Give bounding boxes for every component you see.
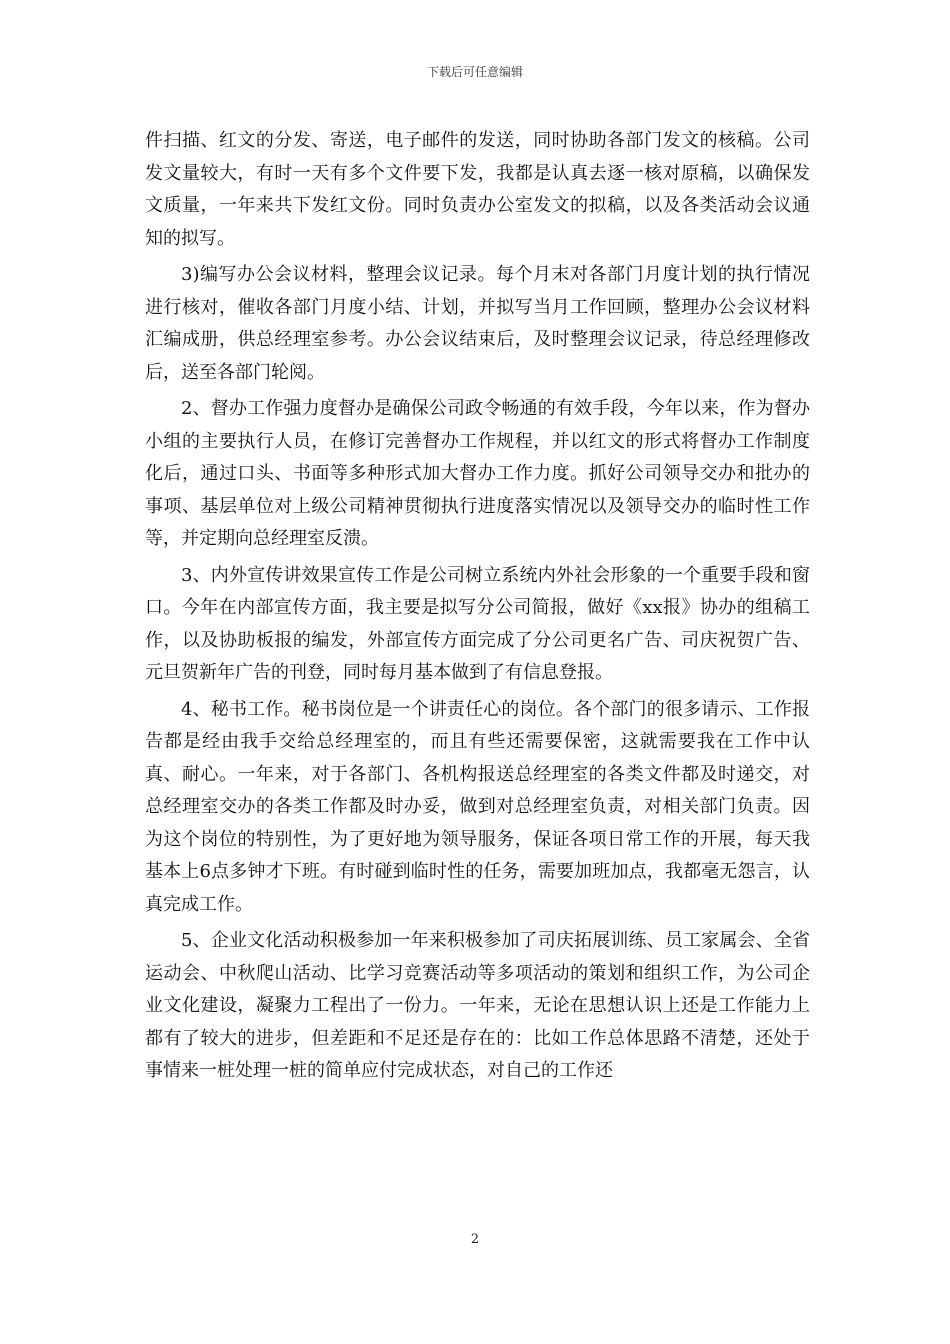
paragraph-meeting-materials: 3)编写办公会议材料，整理会议记录。每个月末对各部门月度计划的执行情况进行核对，催收各部门月度小结、计划，并拟写当月工作回顾，整理办公会议材料汇编成册，供总经理室参考。办公会议结束后，及时整理会议记录，待总经理修改后，送至各部门轮阅。 [145, 264, 810, 383]
document-body [145, 125, 810, 1092]
paragraph-publicity: 3、内外宣传讲效果宣传工作是公司树立系统内外社会形象的一个重要手段和窗口。今年在内部宣传方面，我主要是拟写分公司简报，做好《xx报》协办的组稿工作，以及协助板报的编发，外部宣传方面完成了分公司更名广告、司庆祝贺广告、元旦贺新年广告的刊登，同时每月基本做到了有信息登报。 [145, 564, 810, 683]
page-number: 2 [470, 1232, 480, 1247]
page-header: 下载后可任意编辑 [426, 65, 523, 79]
paragraph-secretary-work: 4、秘书工作。秘书岗位是一个讲责任心的岗位。各个部门的很多请示、工作报告都是经由我手交给总经理室的，而且有些还需要保密，这就需要我在工作中认真、耐心。一年来，对于各部门、各机构报送总经理室的各类文件都及时递交，对总经理室交办的各类工作都及时办妥，做到对总经理室负责，对相关部门负责。因为这个岗位的特别性，为了更好地为领导服务，保证各项日常工作的开展，每天我基本上6点多钟才下班。有时碰到临时性的任务，需要加班加点，我都毫无怨言，认真完成工作。 [145, 698, 810, 915]
paragraph-continuation: 件扫描、红文的分发、寄送，电子邮件的发送，同时协助各部门发文的核稿。公司发文量较大，有时一天有多个文件要下发，我都是认真去逐一核对原稿，以确保发文质量，一年来共下发红文份。同时负责办公室发文的拟稿，以及各类活动会议通知的拟写。 [145, 130, 810, 249]
paragraph-corporate-culture: 5、企业文化活动积极参加一年来积极参加了司庆拓展训练、员工家属会、全省运动会、中秋爬山活动、比学习竞赛活动等多项活动的策划和组织工作，为公司企业文化建设，凝聚力工程出了一份力。一年来，无论在思想认识上还是工作能力上都有了较大的进步，但差距和不足还是存在的：比如工作总体思路不清楚，还处于事情来一桩处理一桩的简单应付完成状态，对自己的工作还 [145, 930, 810, 1081]
paragraph-supervision: 2、督办工作强力度督办是确保公司政令畅通的有效手段，今年以来，作为督办小组的主要执行人员，在修订完善督办工作规程，并以红文的形式将督办工作制度化后，通过口头、书面等多种形式加大督办工作力度。抓好公司领导交办和批办的事项、基层单位对上级公司精神贯彻执行进度落实情况以及领导交办的临时性工作等，并定期向总经理室反溃。 [145, 398, 810, 549]
